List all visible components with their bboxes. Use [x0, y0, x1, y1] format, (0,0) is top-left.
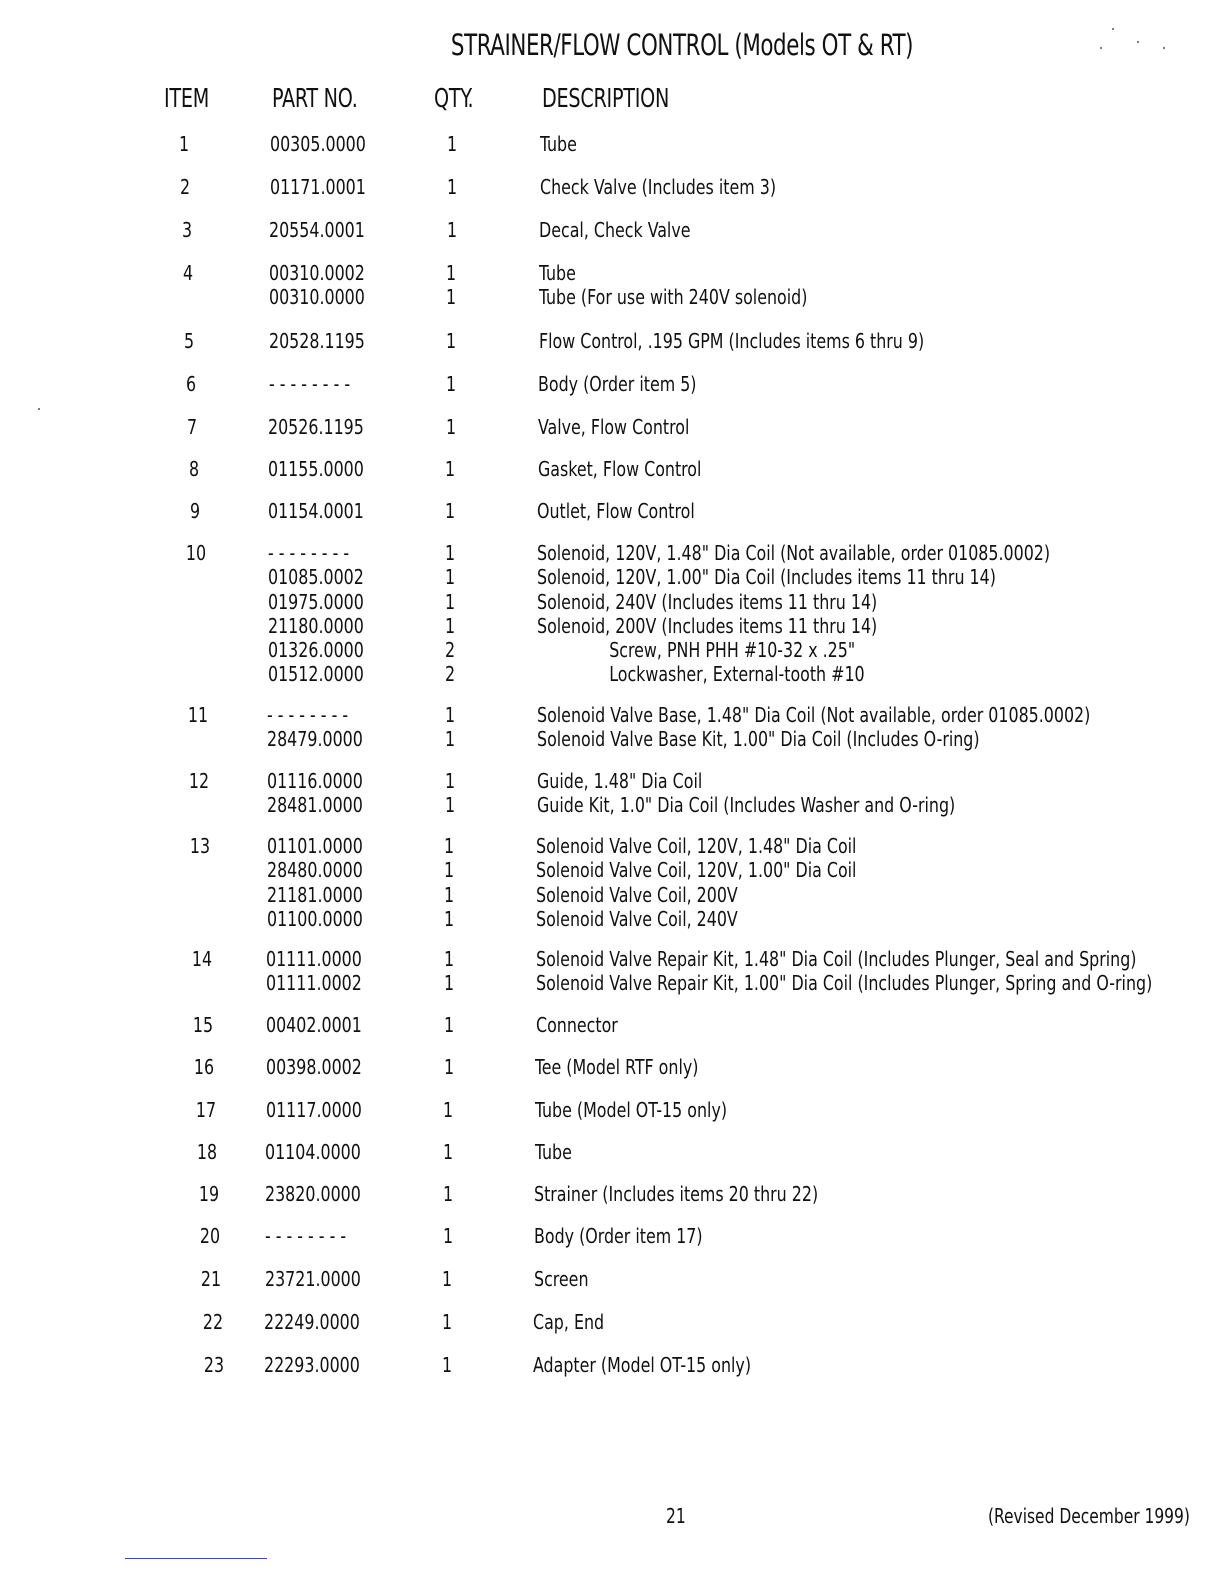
quantity: 1: [443, 1140, 454, 1164]
part-number-column: [265, 1140, 361, 1164]
description: Solenoid Valve Coil, 240V: [536, 906, 738, 931]
page-number: 21: [666, 1504, 686, 1528]
quantity: 1: [444, 541, 456, 565]
item-number: 15: [192, 1013, 214, 1037]
scan-speck: [1100, 47, 1102, 49]
part-number: 01512.0000: [267, 662, 364, 687]
description: Outlet, Flow Control: [537, 499, 696, 523]
quantity: 1: [446, 285, 457, 310]
quantity-column: [447, 132, 457, 156]
part-number: 01171.0001: [269, 175, 366, 199]
part-number: 00310.0000: [269, 285, 366, 310]
description: Solenoid Valve Base Kit, 1.00" Dia Coil (Includes O-ring): [536, 727, 980, 752]
description-column: [534, 1267, 589, 1291]
item-number: 12: [188, 769, 210, 793]
quantity: 2: [444, 662, 456, 687]
quantity-column: [446, 415, 456, 439]
part-number: 21180.0000: [267, 613, 364, 638]
description: Check Valve (Includes item 3): [539, 175, 776, 199]
quantity: 1: [445, 499, 456, 523]
description: Lockwasher, External-tooth #10: [609, 662, 865, 687]
description-column: [539, 261, 807, 310]
quantity-column: [443, 1224, 453, 1248]
part-number: 01111.0002: [266, 971, 363, 996]
description: Solenoid Valve Repair Kit, 1.48" Dia Coil (Includes Plunger, Seal and Spring): [535, 947, 1137, 971]
description: Tube (For use with 240V solenoid): [539, 285, 808, 310]
description-column: [535, 1055, 698, 1079]
item-number: 18: [197, 1140, 218, 1164]
description: Flow Control, .195 GPM (Includes items 6 thru 9): [538, 329, 924, 353]
description: Adapter (Model OT-15 only): [533, 1353, 752, 1377]
description-column: [538, 457, 701, 481]
quantity-column: [444, 1055, 454, 1079]
part-number-column: [266, 1055, 362, 1079]
quantity-column: [446, 261, 456, 310]
part-number: 20526.1195: [268, 415, 365, 439]
description-column: [538, 415, 689, 439]
scan-speck: [1137, 41, 1139, 43]
part-number-column: [269, 261, 365, 310]
quantity: 1: [442, 1267, 453, 1291]
item-number: 17: [195, 1098, 216, 1122]
item-number: 2: [180, 175, 191, 199]
description: Valve, Flow Control: [538, 415, 690, 439]
part-number: 01154.0001: [267, 499, 364, 523]
part-number: 01326.0000: [267, 638, 364, 663]
quantity-column: [443, 1098, 453, 1122]
part-number: - - - - - - - -: [264, 1224, 346, 1248]
description: Solenoid Valve Coil, 120V, 1.48" Dia Coil: [536, 834, 857, 858]
part-number: 28480.0000: [266, 858, 363, 883]
part-number: - - - - - - - -: [268, 372, 350, 396]
quantity-column: [442, 1353, 452, 1377]
description-column: [540, 132, 577, 156]
quantity: 1: [444, 858, 455, 883]
quantity: 1: [446, 218, 457, 242]
part-number-column: [269, 218, 365, 242]
part-number: 00310.0002: [269, 261, 366, 285]
description-column: [538, 372, 696, 396]
quantity: 2: [444, 638, 456, 663]
description: Guide, 1.48" Dia Coil: [536, 769, 702, 793]
quantity-column: [446, 372, 456, 396]
part-number: - - - - - - - -: [267, 703, 349, 727]
part-number-column: [268, 541, 364, 687]
quantity-column: [443, 1140, 453, 1164]
part-number: 23820.0000: [265, 1182, 361, 1206]
quantity-column: [445, 703, 455, 752]
part-number: 20528.1195: [268, 329, 365, 353]
part-number: 20554.0001: [269, 218, 366, 242]
part-number: 01117.0000: [265, 1098, 362, 1122]
quantity: 1: [444, 565, 456, 590]
description: Body (Order item 5): [538, 372, 697, 396]
description-column: [536, 834, 856, 931]
part-number: 01155.0000: [268, 457, 364, 481]
description-column: [533, 1310, 604, 1334]
quantity: 1: [442, 1224, 453, 1248]
quantity: 1: [444, 834, 455, 858]
quantity-column: [447, 218, 457, 242]
quantity: 1: [444, 703, 455, 727]
description-column: [534, 1182, 818, 1206]
header-description: DESCRIPTION: [542, 84, 670, 114]
description: Solenoid Valve Base, 1.48" Dia Coil (Not available, order 01085.0002): [536, 703, 1091, 727]
part-number-column: [268, 415, 364, 439]
quantity: 1: [444, 589, 456, 614]
description: Tube: [539, 261, 576, 285]
part-number: 01111.0000: [266, 947, 363, 971]
quantity-column: [445, 541, 455, 687]
part-number-column: [267, 703, 363, 752]
part-number-column: [264, 1310, 360, 1334]
description: Tee (Model RTF only): [535, 1055, 699, 1079]
description-column: [537, 541, 1050, 687]
item-number: 7: [187, 415, 198, 439]
description: Strainer (Includes items 20 thru 22): [534, 1182, 819, 1206]
quantity-column: [447, 175, 457, 199]
description-column: [533, 1353, 751, 1377]
item-number: 9: [189, 499, 200, 523]
item-number: 13: [190, 834, 211, 858]
item-number: 14: [191, 947, 212, 971]
scan-speck: [38, 408, 40, 410]
quantity: 1: [444, 727, 455, 752]
quantity: 1: [444, 769, 455, 793]
quantity-column: [445, 457, 455, 481]
header-qty: QTY.: [434, 84, 474, 114]
part-number: 01975.0000: [267, 589, 364, 614]
description-column: [535, 1098, 727, 1122]
description: Tube: [534, 1140, 572, 1164]
item-number: 8: [188, 457, 199, 481]
quantity-column: [445, 499, 455, 523]
quantity: 1: [446, 329, 457, 353]
part-number: 22293.0000: [264, 1353, 360, 1377]
part-number: 01085.0002: [267, 565, 364, 590]
part-number-column: [266, 947, 362, 996]
item-number: 1: [178, 132, 190, 156]
header-part-no: PART NO.: [272, 84, 358, 114]
quantity: 1: [447, 132, 458, 156]
part-number-column: [268, 457, 364, 481]
item-number: 20: [199, 1224, 220, 1248]
quantity-column: [444, 1013, 454, 1037]
quantity: 1: [444, 906, 455, 931]
quantity: 1: [442, 1182, 453, 1206]
part-number-column: [265, 1182, 361, 1206]
quantity: 1: [445, 457, 456, 481]
description-column: [540, 175, 776, 199]
description: Connector: [535, 1013, 618, 1037]
part-number-column: [267, 834, 363, 931]
quantity-column: [442, 1267, 452, 1291]
quantity: 1: [442, 1310, 453, 1334]
description-column: [539, 218, 690, 242]
quantity: 1: [446, 261, 457, 285]
description-column: [537, 499, 695, 523]
part-number-column: [266, 1098, 362, 1122]
description-column: [536, 1013, 618, 1037]
description: Solenoid, 200V (Includes items 11 thru 14): [537, 613, 878, 638]
part-number: 00402.0001: [266, 1013, 363, 1037]
header-item: ITEM: [164, 84, 210, 114]
part-number: 01116.0000: [267, 769, 363, 793]
scan-speck: [1112, 28, 1114, 30]
description: Solenoid Valve Repair Kit, 1.00" Dia Coil (Includes Plunger, Spring and O-ring): [535, 971, 1153, 996]
item-number: 4: [183, 261, 194, 285]
quantity: 1: [443, 1013, 454, 1037]
part-number: 01104.0000: [265, 1140, 362, 1164]
part-number-column: [264, 1353, 360, 1377]
quantity: 1: [445, 415, 456, 439]
quantity-column: [442, 1310, 452, 1334]
description: Screw, PNH PHH #10-32 x .25": [609, 638, 856, 663]
description-column: [537, 703, 1090, 752]
item-number: 5: [184, 329, 195, 353]
part-number-column: [265, 1224, 346, 1248]
description-column: [536, 947, 1152, 996]
quantity: 1: [443, 1098, 454, 1122]
description: Solenoid, 120V, 1.00" Dia Coil (Includes items 11 thru 14): [537, 565, 997, 590]
description-column: [535, 1140, 572, 1164]
part-number-column: [270, 175, 366, 199]
description-column: [537, 769, 955, 818]
part-number: 00398.0002: [265, 1055, 362, 1079]
footer-rule: [125, 1558, 267, 1559]
part-number: 00305.0000: [270, 132, 366, 156]
description: Decal, Check Valve: [539, 218, 691, 242]
scan-speck: [1163, 47, 1165, 49]
quantity: 1: [444, 971, 455, 996]
part-number: - - - - - - - -: [267, 541, 349, 565]
quantity-column: [444, 834, 454, 931]
quantity: 1: [446, 175, 457, 199]
item-number: 11: [187, 703, 208, 727]
item-number: 6: [185, 372, 196, 396]
part-number: 21181.0000: [266, 882, 363, 907]
item-number: 16: [194, 1055, 215, 1079]
page-title: STRAINER/FLOW CONTROL (Models OT & RT): [450, 28, 914, 62]
description: Solenoid, 240V (Includes items 11 thru 14): [537, 589, 878, 614]
quantity: 1: [445, 372, 456, 396]
description-column: [539, 329, 924, 353]
quantity-column: [444, 947, 454, 996]
description: Gasket, Flow Control: [537, 457, 702, 481]
item-number: 10: [186, 541, 207, 565]
part-number: 22249.0000: [264, 1310, 361, 1334]
description: Solenoid Valve Coil, 200V: [536, 882, 738, 907]
part-number-column: [270, 132, 366, 156]
description: Guide Kit, 1.0" Dia Coil (Includes Washer and O-ring): [536, 793, 955, 818]
quantity-column: [445, 769, 455, 818]
quantity: 1: [444, 947, 455, 971]
part-number: 01100.0000: [266, 906, 363, 931]
revision-note: (Revised December 1999): [988, 1504, 1190, 1528]
quantity: 1: [444, 793, 455, 818]
description: Body (Order item 17): [533, 1224, 703, 1248]
quantity-column: [443, 1182, 453, 1206]
description-column: [534, 1224, 703, 1248]
description: Solenoid Valve Coil, 120V, 1.00" Dia Coil: [536, 858, 857, 883]
quantity: 1: [442, 1353, 453, 1377]
item-number: 22: [202, 1310, 223, 1334]
part-number: 28481.0000: [267, 793, 363, 818]
quantity: 1: [443, 1055, 454, 1079]
item-number: 21: [201, 1267, 222, 1291]
part-number: 28479.0000: [267, 727, 364, 752]
part-number-column: [267, 769, 363, 818]
part-number-column: [269, 329, 365, 353]
item-number: 23: [203, 1353, 225, 1377]
description: Cap, End: [533, 1310, 605, 1334]
part-number: 23721.0000: [264, 1267, 361, 1291]
description: Tube (Model OT-15 only): [534, 1098, 727, 1122]
description: Tube: [540, 132, 577, 156]
quantity-column: [446, 329, 456, 353]
item-number: 3: [181, 218, 192, 242]
part-number-column: [269, 372, 350, 396]
part-number-column: [266, 1013, 362, 1037]
part-number-column: [268, 499, 364, 523]
quantity: 1: [444, 882, 455, 907]
part-number: 01101.0000: [266, 834, 363, 858]
part-number-column: [265, 1267, 361, 1291]
description: Screen: [533, 1267, 589, 1291]
item-number: 19: [198, 1182, 219, 1206]
description: Solenoid, 120V, 1.48" Dia Coil (Not available, order 01085.0002): [537, 541, 1051, 565]
quantity: 1: [444, 613, 456, 638]
